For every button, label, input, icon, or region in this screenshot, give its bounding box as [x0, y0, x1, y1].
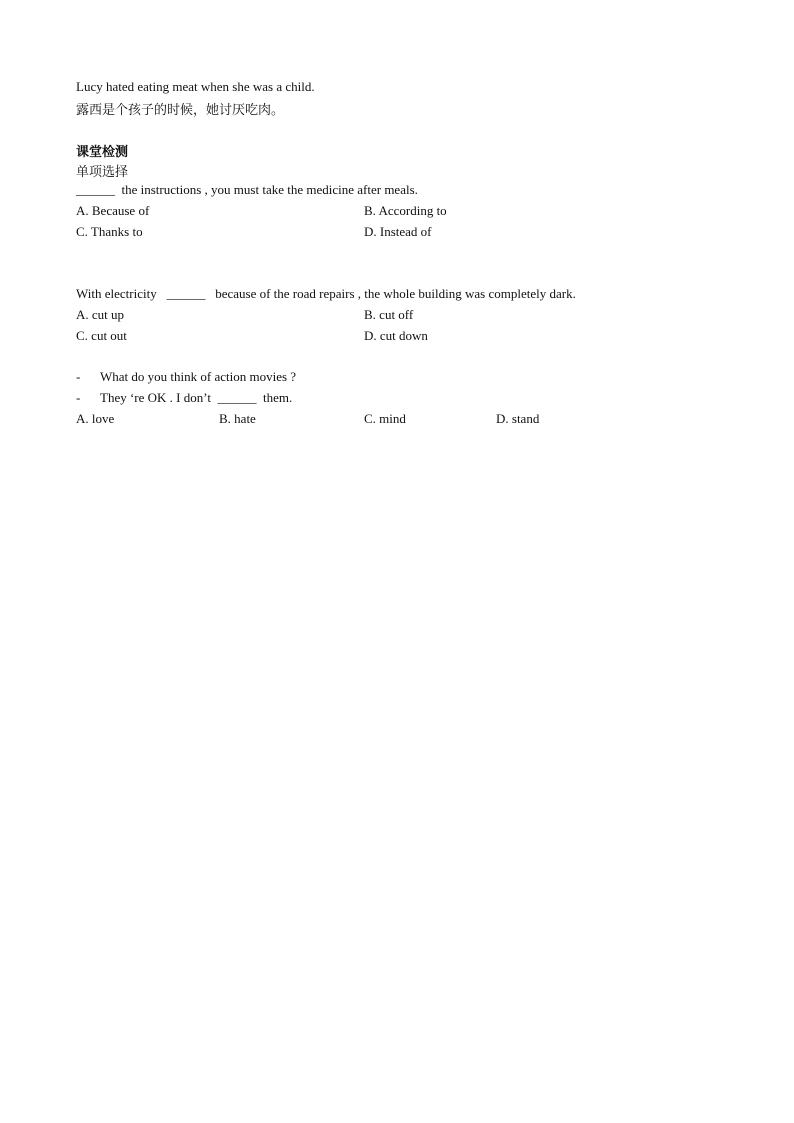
- question-2-text-after: because of the road repairs , the whole building was completely dark.: [215, 286, 576, 301]
- question-3-option-a: A. love: [76, 411, 115, 426]
- question-2-option-a: A. cut up: [76, 307, 125, 322]
- dialogue-line-2-after: them.: [262, 390, 293, 405]
- question-2-option-b: B. cut off: [364, 307, 414, 322]
- answer-blank: ______: [166, 286, 206, 301]
- question-1-text: the instructions , you must take the medicine after meals.: [121, 182, 418, 197]
- section-subheading: 单项选择: [76, 165, 129, 180]
- example-sentence-zh: 露西是个孩子的时候，她讨厌吃肉。: [76, 103, 285, 118]
- dialogue-dash-2: -: [76, 390, 81, 405]
- section-heading: 课堂检测: [76, 145, 129, 160]
- dialogue-dash-1: -: [76, 369, 81, 384]
- question-1-stem: [76, 182, 418, 198]
- question-1-option-b: B. According to: [364, 203, 447, 218]
- question-2-option-c: C. cut out: [76, 328, 127, 343]
- example-sentence-en: Lucy hated eating meat when she was a child.: [76, 79, 315, 94]
- question-2-text-before: With electricity: [76, 286, 157, 301]
- question-2-option-d: D. cut down: [364, 328, 428, 343]
- question-3-option-d: D. stand: [496, 411, 540, 426]
- answer-blank: ______: [76, 182, 115, 197]
- question-3-option-b: B. hate: [219, 411, 256, 426]
- answer-blank: ______: [217, 390, 257, 405]
- dialogue-line-2: [100, 390, 292, 406]
- dialogue-line-2-before: They ‘re OK . I don’t: [100, 390, 211, 405]
- dialogue-line-1: What do you think of action movies ?: [100, 369, 297, 384]
- question-1-option-a: A. Because of: [76, 203, 150, 218]
- question-3-option-c: C. mind: [364, 411, 406, 426]
- question-1-option-d: D. Instead of: [364, 224, 432, 239]
- question-1-option-c: C. Thanks to: [76, 224, 143, 239]
- question-2-stem: [76, 286, 576, 302]
